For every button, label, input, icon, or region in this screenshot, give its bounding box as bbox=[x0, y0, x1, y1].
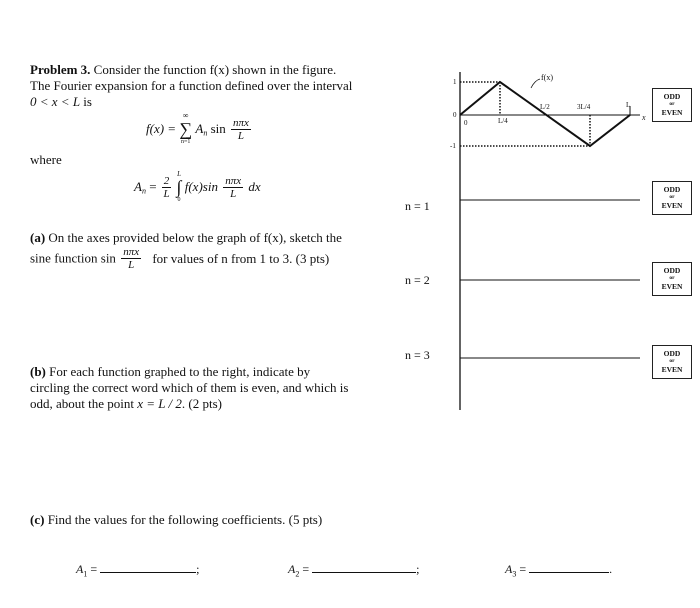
part-b-line2: circling the correct word which of them is even, and which is bbox=[30, 380, 349, 395]
part-a-line2: sine function sin $\frac{\text{nπx}}{L}$ for values of n from 1 to 3. (3 pts) bbox=[30, 246, 330, 271]
part-b-line1: (b) For each function graphed to the right, indicate by bbox=[30, 364, 311, 379]
part-a-line1: (a) On the axes provided below the graph of f(x), sketch the bbox=[30, 230, 342, 245]
part-b-line3: odd, about the point x = L / 2. (2 pts) bbox=[30, 396, 222, 411]
n-pi-x-over-L-fraction: $\frac{\text{nπx}}{L}$ bbox=[233, 116, 249, 142]
y-tick-1: 1 bbox=[453, 78, 457, 86]
x-axis-label: x bbox=[642, 113, 646, 122]
summation-symbol: ∞ ∑ n=1 bbox=[179, 111, 193, 145]
y-tick-0: 0 bbox=[453, 111, 457, 119]
answer-a1: $A_1$ = ; bbox=[76, 562, 200, 579]
fx-label: f(x) bbox=[541, 73, 553, 82]
odd-even-choice-n2[interactable]: ODD or EVEN bbox=[652, 262, 692, 296]
problem-label: Problem 3. bbox=[30, 62, 91, 77]
two-over-L-fraction: $\frac{2}{L}$ bbox=[163, 174, 170, 200]
answer-a1-blank[interactable] bbox=[100, 562, 196, 573]
problem-statement-line3: 0 < x < L is bbox=[30, 94, 92, 109]
fx-label-pointer bbox=[531, 79, 540, 88]
fx-curve bbox=[460, 82, 630, 146]
odd-even-choice-n3[interactable]: ODD or EVEN bbox=[652, 345, 692, 379]
coefficient-formula: $A_n$ = $\frac{2}{L}$ L ∫ 0 f(x)sin $\frac{\text{nπx}}{L}$ dx bbox=[134, 170, 261, 203]
x-tick-three-quarter: 3L/4 bbox=[577, 103, 591, 111]
row-label-n3: n = 3 bbox=[405, 348, 430, 362]
answer-a3-blank[interactable] bbox=[529, 562, 609, 573]
n-pi-x-over-L-fraction-3: $\frac{\text{nπx}}{L}$ bbox=[123, 246, 140, 271]
answer-a3: $A_3$ = . bbox=[505, 562, 613, 579]
problem-statement-line1: Problem 3. Consider the function f(x) shown in the figure. bbox=[30, 62, 337, 77]
fourier-expansion-equation: f(x) = ∞ ∑ n=1 $A_n$ sin $\frac{\text{nπx}}{L}$ bbox=[146, 111, 249, 145]
odd-even-choice-fx[interactable]: ODD or EVEN bbox=[652, 88, 692, 122]
row-label-n2: n = 2 bbox=[405, 273, 430, 287]
where-label: where bbox=[30, 152, 62, 167]
part-c-line: (c) Find the values for the following coefficients. (5 pts) bbox=[30, 512, 323, 527]
x-tick-quarter: L/4 bbox=[498, 117, 508, 125]
row-label-n1: n = 1 bbox=[405, 199, 430, 213]
answer-a2: $A_2$ = ; bbox=[288, 562, 420, 579]
n-pi-x-over-L-fraction-2: $\frac{\text{nπx}}{L}$ bbox=[225, 174, 242, 200]
odd-even-choice-n1[interactable]: ODD or EVEN bbox=[652, 181, 692, 215]
integral-symbol: L ∫ 0 bbox=[176, 170, 182, 203]
x-tick-0: 0 bbox=[464, 119, 468, 127]
x-tick-half: L/2 bbox=[540, 103, 550, 111]
problem-statement-line2: The Fourier expansion for a function defined over the interval bbox=[30, 78, 353, 93]
answer-a2-blank[interactable] bbox=[312, 562, 416, 573]
x-tick-L: L bbox=[626, 101, 631, 109]
y-tick-neg1: -1 bbox=[450, 142, 456, 150]
